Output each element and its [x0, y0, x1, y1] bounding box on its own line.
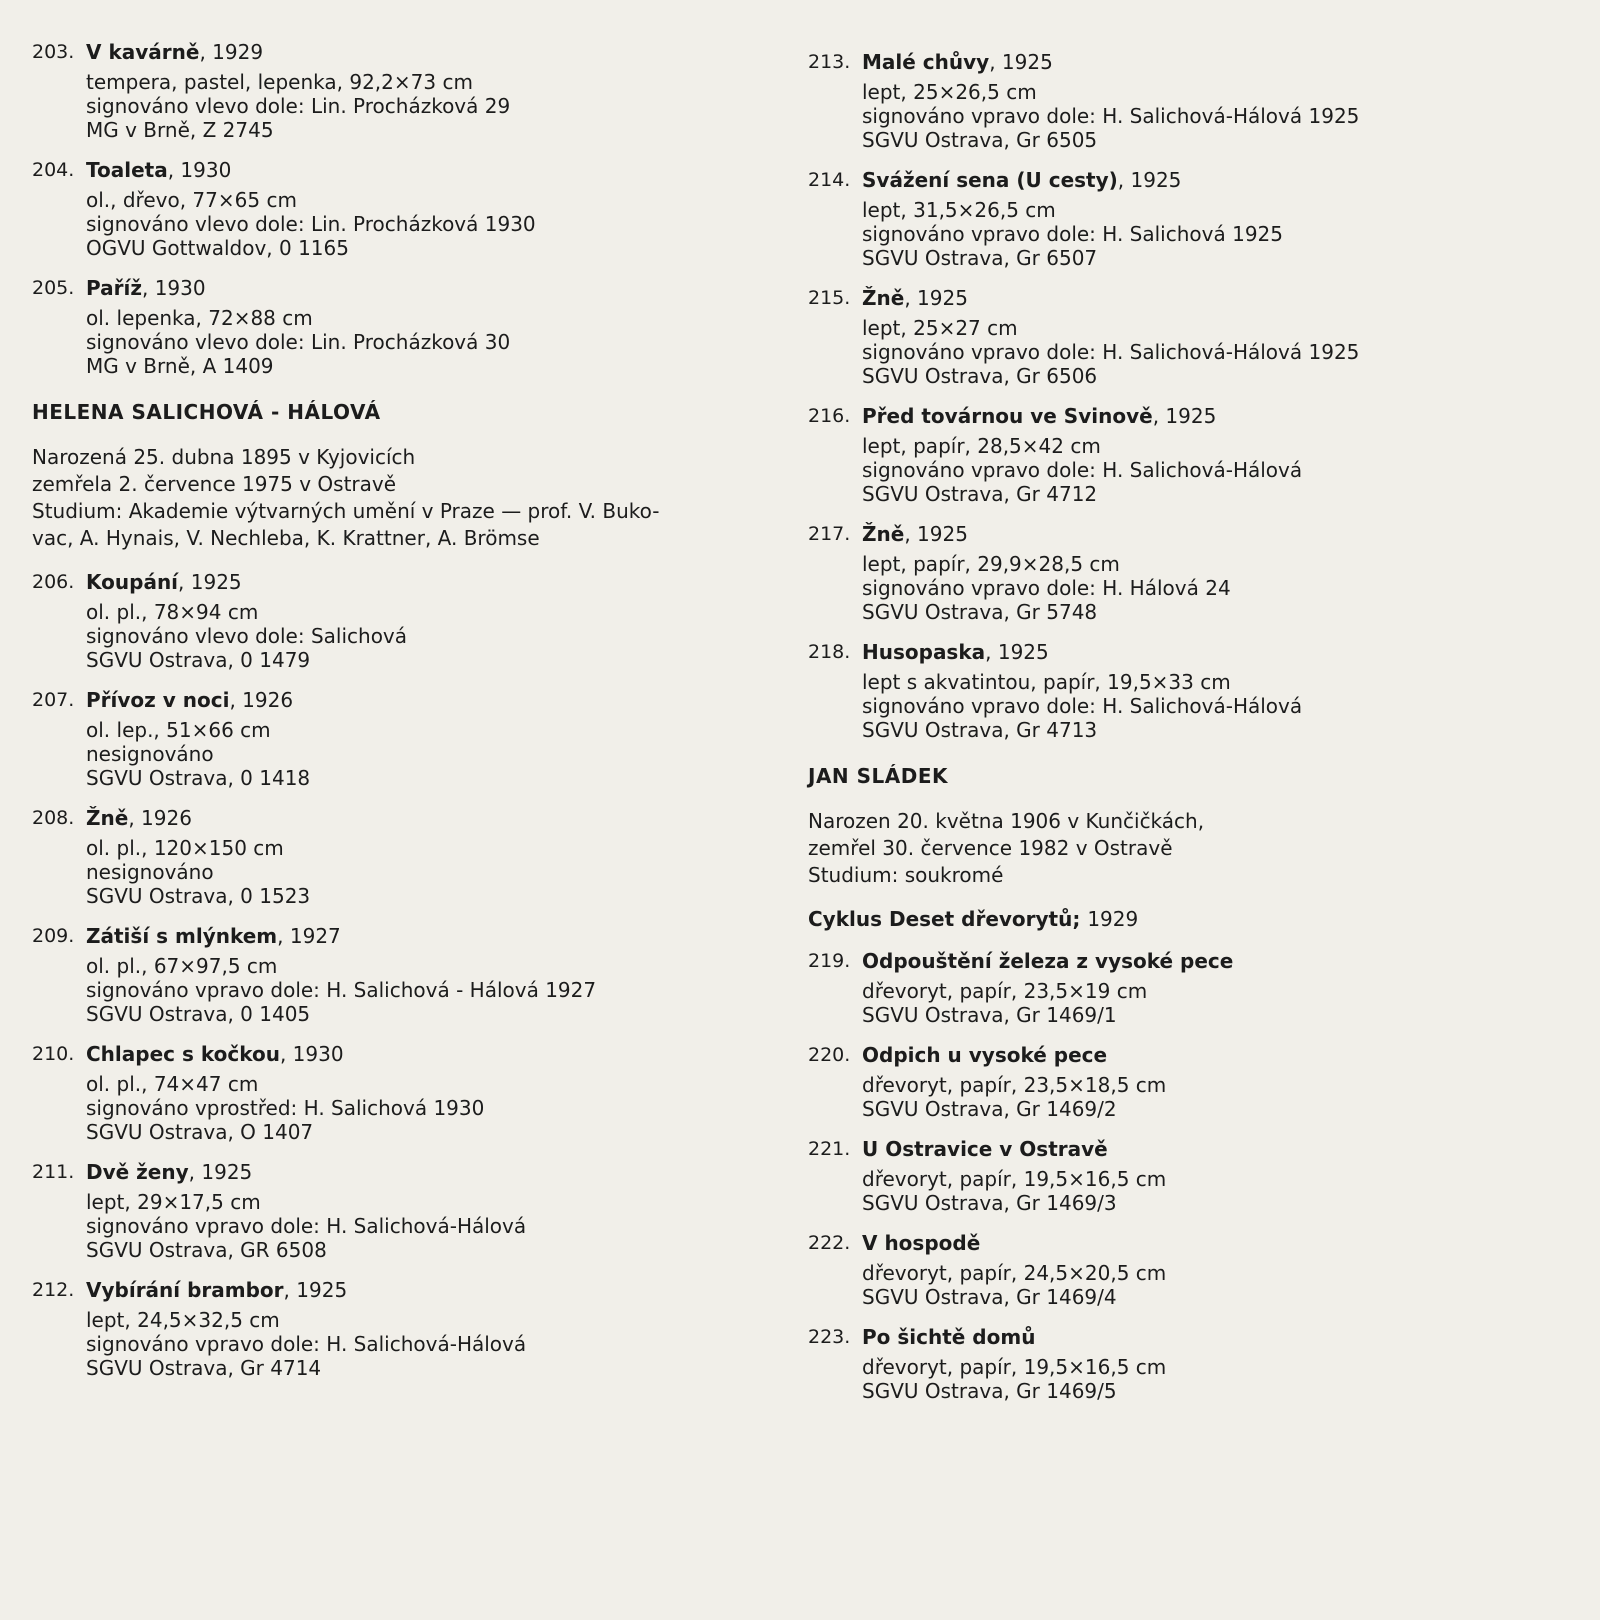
entry-title: Paříž	[86, 276, 142, 300]
entry-title-line: Přívoz v noci, 1926	[86, 688, 294, 712]
entry-details	[86, 718, 792, 790]
entry-detail-line: SGVU Ostrava, Gr 6505	[862, 128, 1098, 152]
entry-title-line: Husopaska, 1925	[862, 640, 1049, 664]
entry-detail-line: dřevoryt, papír, 23,5×18,5 cm	[862, 1073, 1167, 1097]
catalog-entry	[32, 686, 792, 790]
entry-title: Odpich u vysoké pece	[862, 1043, 1108, 1067]
bio-line: zemřela 2. července 1975 v Ostravě	[32, 472, 397, 496]
entry-title-line: V kavárně, 1929	[86, 40, 264, 64]
entry-title: Po šichtě domů	[862, 1325, 1036, 1349]
entry-detail-line: dřevoryt, papír, 23,5×19 cm	[862, 979, 1148, 1003]
catalog-entry	[32, 38, 792, 142]
entry-detail-line: lept, 25×27 cm	[862, 316, 1018, 340]
entry-title: Před továrnou ve Svinově	[862, 404, 1153, 428]
entry-detail-line: SGVU Ostrava, Gr 1469/1	[862, 1003, 1117, 1027]
entry-detail-line: signováno vlevo dole: Lin. Procházková 29	[86, 94, 511, 118]
entry-heading	[32, 686, 792, 714]
entry-heading	[808, 1135, 1568, 1163]
entry-number: 206.	[32, 571, 75, 593]
entry-detail-line: SGVU Ostrava, Gr 4712	[862, 482, 1098, 506]
entry-year: 1927	[289, 924, 341, 948]
entry-detail-line: signováno vpravo dole: H. Salichová 1925	[862, 222, 1283, 246]
cycle-title: Cyklus Deset dřevorytů;	[808, 907, 1081, 931]
entry-title-line: Koupání, 1925	[86, 570, 242, 594]
entry-title: Zátiší s mlýnkem	[86, 924, 278, 948]
entry-year: 1926	[141, 806, 192, 830]
entry-details	[862, 552, 1568, 624]
entry-number: 215.	[808, 287, 851, 309]
entry-year: 1930	[180, 158, 232, 182]
bio-line: vac, A. Hynais, V. Nechleba, K. Krattner, A. Brömse	[32, 526, 540, 550]
entry-number: 217.	[808, 523, 851, 545]
entry-title-line: Zátiší s mlýnkem, 1927	[86, 924, 341, 948]
entry-details	[862, 198, 1568, 270]
entry-year: 1925	[917, 286, 968, 310]
entry-title: Dvě ženy	[86, 1160, 189, 1184]
entry-heading	[808, 1041, 1568, 1069]
entry-title: Malé chůvy	[862, 50, 990, 74]
entry-title-line	[862, 1229, 980, 1257]
entry-detail-line: SGVU Ostrava, Gr 1469/3	[862, 1191, 1117, 1215]
entry-detail-line: signováno vpravo dole: H. Salichová-Hálová	[862, 694, 1303, 718]
entry-detail-line: ol. pl., 67×97,5 cm	[86, 954, 278, 978]
entry-heading	[32, 38, 792, 66]
entry-detail-line: SGVU Ostrava, Gr 1469/2	[862, 1097, 1117, 1121]
cycle-year: 1929	[1087, 907, 1139, 931]
entry-title: Chlapec s kočkou	[86, 1042, 280, 1066]
bio-line: Studium: soukromé	[808, 863, 1004, 887]
entry-heading	[808, 48, 1568, 76]
entry-detail-line: dřevoryt, papír, 19,5×16,5 cm	[862, 1167, 1167, 1191]
entry-detail-line: SGVU Ostrava, GR 6508	[86, 1238, 327, 1262]
artist-name: HELENA SALICHOVÁ - HÁLOVÁ	[32, 400, 381, 424]
entry-heading	[32, 1040, 792, 1068]
entry-detail-line: SGVU Ostrava, Gr 6507	[862, 246, 1098, 270]
entry-number: 220.	[808, 1044, 851, 1066]
entry-number: 214.	[808, 169, 851, 191]
catalog-entry	[808, 1229, 1568, 1309]
entry-title: Přívoz v noci	[86, 688, 230, 712]
entry-detail-line: SGVU Ostrava, O 1407	[86, 1120, 314, 1144]
entry-details	[862, 1167, 1568, 1215]
entry-details	[86, 1308, 792, 1380]
entry-detail-line: MG v Brně, A 1409	[86, 354, 274, 378]
entries-list	[32, 568, 792, 1380]
entry-detail-line: signováno vlevo dole: Lin. Procházková 1930	[86, 212, 536, 236]
entry-details	[86, 70, 792, 142]
entry-details	[86, 954, 792, 1026]
entry-title: Koupání	[86, 570, 179, 594]
entry-title-line: Žně, 1925	[862, 286, 968, 310]
entry-title-line	[862, 1041, 1107, 1069]
entry-heading	[32, 156, 792, 184]
entry-title-line: Paříž, 1930	[86, 276, 206, 300]
entry-heading	[32, 804, 792, 832]
entry-year: 1929	[212, 40, 264, 64]
entry-year: 1925	[997, 640, 1049, 664]
entry-detail-line: SGVU Ostrava, 0 1405	[86, 1002, 311, 1026]
entries-list	[808, 947, 1568, 1403]
entry-number: 223.	[808, 1326, 851, 1348]
entry-detail-line: lept, papír, 29,9×28,5 cm	[862, 552, 1120, 576]
entry-number: 218.	[808, 641, 851, 663]
entries-list	[808, 48, 1568, 742]
entry-title-line: Před továrnou ve Svinově, 1925	[862, 404, 1217, 428]
entry-heading	[32, 922, 792, 950]
entry-year: 1926	[242, 688, 294, 712]
entry-heading	[808, 284, 1568, 312]
catalog-entry	[32, 922, 792, 1026]
entry-title-line: Chlapec s kočkou, 1930	[86, 1042, 344, 1066]
entry-title-line	[862, 947, 1233, 975]
artist-bio	[32, 444, 792, 552]
catalog-entry	[808, 947, 1568, 1027]
entry-detail-line: SGVU Ostrava, 0 1523	[86, 884, 311, 908]
entry-detail-line: ol., dřevo, 77×65 cm	[86, 188, 297, 212]
entries-list	[32, 38, 792, 378]
entry-detail-line: lept, 29×17,5 cm	[86, 1190, 261, 1214]
entry-detail-line: ol. pl., 78×94 cm	[86, 600, 259, 624]
entry-title-line	[862, 1323, 1035, 1351]
entry-heading	[808, 1323, 1568, 1351]
entry-number: 211.	[32, 1161, 75, 1183]
catalog-entry	[808, 520, 1568, 624]
entry-number: 203.	[32, 41, 75, 63]
entry-detail-line: OGVU Gottwaldov, 0 1165	[86, 236, 349, 260]
catalog-entry	[32, 1158, 792, 1262]
entry-detail-line: signováno vpravo dole: H. Salichová-Hálová	[862, 458, 1303, 482]
right-column	[808, 48, 1568, 1417]
entry-title: Svážení sena (U cesty)	[862, 168, 1118, 192]
entry-detail-line: lept s akvatintou, papír, 19,5×33 cm	[862, 670, 1231, 694]
entry-detail-line: SGVU Ostrava, Gr 4713	[862, 718, 1098, 742]
entry-detail-line: dřevoryt, papír, 19,5×16,5 cm	[862, 1355, 1167, 1379]
entry-details	[862, 80, 1568, 152]
entry-detail-line: nesignováno	[86, 742, 214, 766]
entry-detail-line: tempera, pastel, lepenka, 92,2×73 cm	[86, 70, 473, 94]
entry-detail-line: nesignováno	[86, 860, 214, 884]
entry-detail-line: signováno vlevo dole: Lin. Procházková 30	[86, 330, 511, 354]
entry-title: Žně	[862, 522, 905, 546]
entry-title: U Ostravice v Ostravě	[862, 1137, 1108, 1161]
entry-detail-line: SGVU Ostrava, 0 1479	[86, 648, 311, 672]
catalog-entry	[32, 568, 792, 672]
entry-detail-line: dřevoryt, papír, 24,5×20,5 cm	[862, 1261, 1167, 1285]
entry-detail-line: signováno vpravo dole: H. Salichová-Hálová	[86, 1332, 527, 1356]
entry-title: Odpouštění železa z vysoké pece	[862, 949, 1234, 973]
entry-heading	[32, 274, 792, 302]
entry-details	[862, 434, 1568, 506]
catalog-entry	[808, 166, 1568, 270]
entry-details	[862, 1073, 1568, 1121]
entry-detail-line: SGVU Ostrava, Gr 1469/5	[862, 1379, 1117, 1403]
catalog-entry	[808, 48, 1568, 152]
entry-year: 1925	[190, 570, 242, 594]
entry-year: 1925	[917, 522, 968, 546]
catalog-entry	[32, 1040, 792, 1144]
entry-detail-line: ol. lep., 51×66 cm	[86, 718, 271, 742]
entry-detail-line: signováno vpravo dole: H. Salichová-Hálová	[86, 1214, 527, 1238]
entry-number: 204.	[32, 159, 75, 181]
entry-detail-line: ol. pl., 120×150 cm	[86, 836, 284, 860]
entry-title: Žně	[86, 806, 129, 830]
entry-detail-line: signováno vprostřed: H. Salichová 1930	[86, 1096, 485, 1120]
entry-title: V hospodě	[862, 1231, 981, 1255]
entry-year: 1925	[1001, 50, 1053, 74]
entry-number: 212.	[32, 1279, 75, 1301]
entry-heading	[808, 520, 1568, 548]
entry-detail-line: lept, papír, 28,5×42 cm	[862, 434, 1101, 458]
entry-heading	[808, 166, 1568, 194]
entry-details	[86, 600, 792, 672]
cycle-heading	[808, 905, 1568, 933]
catalog-entry	[32, 156, 792, 260]
entry-number: 221.	[808, 1138, 851, 1160]
bio-line: zemřel 30. července 1982 v Ostravě	[808, 836, 1173, 860]
entry-title-line: Dvě ženy, 1925	[86, 1160, 253, 1184]
entry-heading	[808, 947, 1568, 975]
entry-heading	[808, 402, 1568, 430]
entry-title: Husopaska	[862, 640, 986, 664]
entry-title-line: Toaleta, 1930	[86, 158, 232, 182]
entry-detail-line: SGVU Ostrava, Gr 5748	[862, 600, 1098, 624]
entry-detail-line: ol. lepenka, 72×88 cm	[86, 306, 313, 330]
entry-details	[86, 836, 792, 908]
artist-name: JAN SLÁDEK	[808, 764, 949, 788]
catalog-entry	[32, 1276, 792, 1380]
entry-number: 216.	[808, 405, 851, 427]
artist-bio	[808, 808, 1568, 889]
entry-year: 1930	[292, 1042, 344, 1066]
entry-year: 1925	[201, 1160, 253, 1184]
entry-number: 219.	[808, 950, 851, 972]
entry-heading	[32, 1276, 792, 1304]
bio-line: Narozená 25. dubna 1895 v Kyjovicích	[32, 445, 416, 469]
catalog-entry	[32, 804, 792, 908]
entry-number: 209.	[32, 925, 75, 947]
left-column	[32, 38, 792, 1394]
entry-detail-line: SGVU Ostrava, Gr 6506	[862, 364, 1098, 388]
entry-title-line: Žně, 1926	[86, 806, 192, 830]
entry-title-line: Žně, 1925	[862, 522, 968, 546]
catalog-entry	[808, 402, 1568, 506]
entry-details	[862, 1355, 1568, 1403]
entry-title: V kavárně	[86, 40, 200, 64]
entry-details	[862, 1261, 1568, 1309]
entry-number: 210.	[32, 1043, 75, 1065]
catalog-entry	[808, 638, 1568, 742]
entry-detail-line: SGVU Ostrava, 0 1418	[86, 766, 311, 790]
entry-number: 222.	[808, 1232, 851, 1254]
catalog-entry	[808, 1135, 1568, 1215]
entry-title-line: Svážení sena (U cesty), 1925	[862, 168, 1182, 192]
entry-title-line	[862, 1135, 1108, 1163]
entry-details	[86, 1190, 792, 1262]
entry-number: 208.	[32, 807, 75, 829]
entry-number: 205.	[32, 277, 75, 299]
entry-heading	[32, 1158, 792, 1186]
entry-details	[862, 316, 1568, 388]
entry-details	[862, 670, 1568, 742]
entry-detail-line: signováno vpravo dole: H. Salichová-Hálová 1925	[862, 340, 1360, 364]
entry-detail-line: ol. pl., 74×47 cm	[86, 1072, 259, 1096]
entry-year: 1925	[296, 1278, 348, 1302]
entry-detail-line: signováno vpravo dole: H. Hálová 24	[862, 576, 1231, 600]
bio-line: Narozen 20. května 1906 v Kunčičkách,	[808, 809, 1205, 833]
entry-detail-line: SGVU Ostrava, Gr 1469/4	[862, 1285, 1117, 1309]
entry-details	[86, 1072, 792, 1144]
entry-detail-line: signováno vlevo dole: Salichová	[86, 624, 408, 648]
entry-detail-line: lept, 25×26,5 cm	[862, 80, 1037, 104]
entry-details	[862, 979, 1568, 1027]
entry-heading	[808, 1229, 1568, 1257]
entry-title: Vybírání brambor	[86, 1278, 284, 1302]
entry-detail-line: SGVU Ostrava, Gr 4714	[86, 1356, 322, 1380]
entry-heading	[32, 568, 792, 596]
entry-year: 1930	[154, 276, 206, 300]
entry-detail-line: signováno vpravo dole: H. Salichová - Hálová 1927	[86, 978, 597, 1002]
entry-title: Toaleta	[86, 158, 168, 182]
entry-title: Žně	[862, 286, 905, 310]
catalog-entry	[808, 284, 1568, 388]
catalog-entry	[808, 1323, 1568, 1403]
catalog-entry	[808, 1041, 1568, 1121]
entry-details	[86, 188, 792, 260]
entry-heading	[808, 638, 1568, 666]
entry-detail-line: lept, 24,5×32,5 cm	[86, 1308, 280, 1332]
entry-year: 1925	[1130, 168, 1182, 192]
entry-title-line: Vybírání brambor, 1925	[86, 1278, 348, 1302]
entry-detail-line: signováno vpravo dole: H. Salichová-Hálová 1925	[862, 104, 1360, 128]
entry-detail-line: MG v Brně, Z 2745	[86, 118, 274, 142]
entry-detail-line: lept, 31,5×26,5 cm	[862, 198, 1056, 222]
entry-title-line: Malé chůvy, 1925	[862, 50, 1053, 74]
entry-details	[86, 306, 792, 378]
entry-number: 213.	[808, 51, 851, 73]
entry-year: 1925	[1165, 404, 1217, 428]
bio-line: Studium: Akademie výtvarných umění v Praze — prof. V. Buko-	[32, 499, 660, 523]
catalog-entry	[32, 274, 792, 378]
entry-number: 207.	[32, 689, 75, 711]
